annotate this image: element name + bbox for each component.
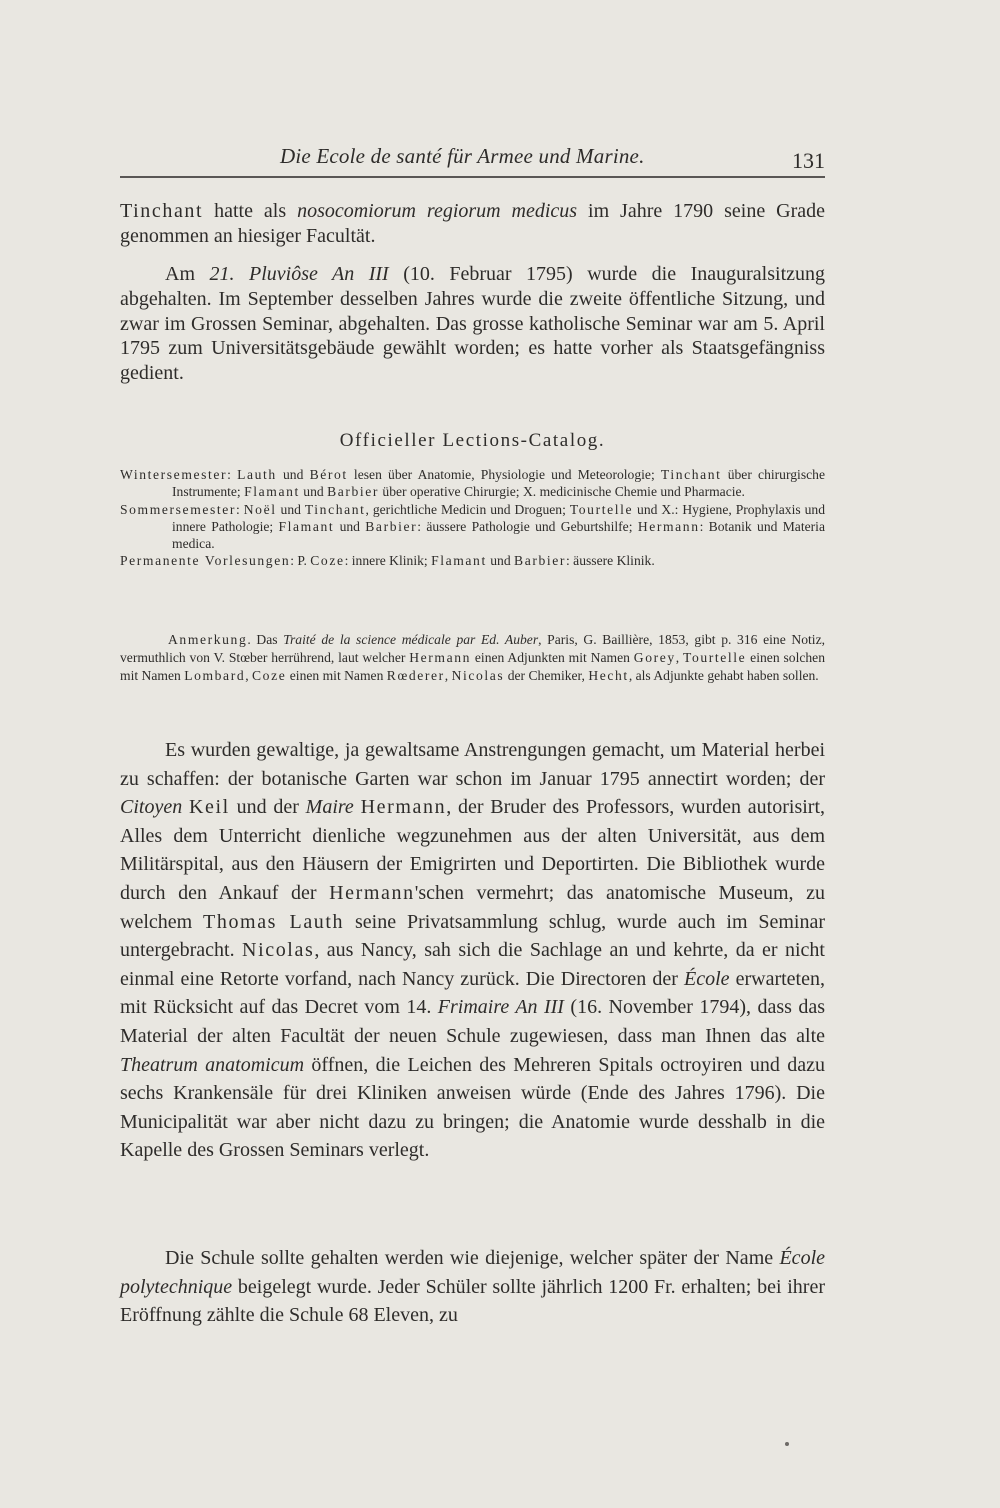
text-run: , als Adjunkte gehabt haben sollen. [628, 667, 819, 683]
text-run: hatte als [203, 200, 298, 222]
spaced-name: Lombard [184, 667, 246, 683]
text-run: und [486, 553, 515, 569]
spaced-name: Sommersemester [120, 501, 237, 517]
paragraph-1 [120, 199, 825, 249]
spaced-name: Nicolas [242, 939, 315, 962]
italic-text: Maire [305, 796, 354, 819]
italic-text: nosocomiorum regiorum medicus [297, 200, 578, 222]
spaced-name: Wintersemester [120, 467, 228, 482]
text-run: : [227, 467, 238, 482]
paragraph-2 [120, 262, 825, 386]
paragraph-3 [120, 736, 825, 1165]
italic-text: Frimaire An III [437, 996, 564, 1019]
spaced-name: Hermann [637, 518, 700, 534]
spaced-name: Bérot [309, 467, 348, 482]
text-run: und [299, 484, 328, 500]
text-run: beigelegt wurde. Jeder Schüler sollte jährlich 1200 Fr. erhalten; bei ihrer Eröffnung zählte die Schule 68 Eleven, zu [120, 1275, 825, 1327]
text-run: , Paris, G. Baillière, 1853, gibt p. 316 eine Notiz, vermuthlich von V. Stœber herrührend, laut welcher [120, 632, 825, 665]
spaced-name: Hermann [360, 796, 447, 819]
text-run: : [236, 501, 244, 517]
spaced-name: Flamant [278, 518, 335, 534]
spaced-name: Flamant [244, 484, 300, 500]
text-run: über operative Chirurgie; X. medicinische Chemie und Pharmacie. [379, 484, 745, 500]
footnote-anmerkung [120, 631, 825, 684]
spaced-name: Tinchant [304, 501, 366, 517]
italic-text: Citoyen [120, 796, 183, 819]
text-run: und [334, 518, 366, 534]
text-run: : äussere Klinik. [566, 553, 655, 569]
spaced-name: Keil [188, 796, 230, 819]
spaced-name: Tourtelle [683, 649, 747, 665]
text-run: , [675, 649, 684, 665]
text-run: 'schen vermehrt; das anatomische Museum, zu welchem [120, 881, 825, 933]
running-head-title: Die Ecole de santé für Armee und Marine. [280, 144, 645, 168]
spaced-name: Rœderer [386, 667, 445, 683]
text-run: : Botanik und Materia medica. [172, 518, 825, 552]
header-rule [120, 176, 825, 178]
text-run: Es wurden gewaltige, ja gewaltsame Anstrengungen gemacht, um Material herbei zu schaffen: der botanische Garten war schon im Januar 1795 annectirt worden; der [120, 739, 825, 790]
text-run: und [276, 501, 305, 517]
italic-text: École [683, 967, 730, 990]
text-run: im Jahre 1790 seine Grade genommen an hiesiger Facultät. [120, 200, 826, 247]
spaced-name: Flamant [431, 553, 487, 569]
catalog-entry-wintersemester [120, 466, 825, 501]
spaced-name: Permanente Vorlesungen [120, 553, 291, 569]
text-run: : P. [290, 553, 311, 569]
text-run: , [245, 667, 253, 683]
running-head [120, 140, 825, 176]
text-run: : äussere Pathologie und Geburtshilfe; [417, 518, 638, 534]
text-run: (10. Februar 1795) wurde die Inauguralsitzung abgehalten. Im September desselben Jahres wurde die zweite öffentliche Sitzung, und zwar im Grossen Seminar, abgehalten. Das grosse katholische Seminar war am 5. April 1795 zum Universitätsgebäude gewählt worden; es hatte vorher als Staatsgefängniss gedient. [120, 263, 826, 385]
page-number: 131 [792, 148, 825, 173]
italic-text: 21. Pluviôse An III [209, 263, 389, 285]
spaced-name: Thomas Lauth [203, 910, 345, 933]
text-run: einen solchen mit Namen [120, 649, 826, 683]
italic-text: École polytechnique [120, 1247, 825, 1298]
text-run: : innere Klinik; [344, 553, 432, 569]
ink-speck [785, 1442, 789, 1446]
spaced-name: Lauth [237, 467, 277, 482]
spaced-name: Gorey [633, 649, 676, 665]
text-run: über chirurgische Instrumente; [172, 467, 825, 500]
paragraph-4 [120, 1244, 825, 1330]
text-run: (16. November 1794), dass das Material der alten Facultät der neuen Schule zugewiesen, dass man Ihnen das alte [120, 996, 825, 1047]
text-run: erwarteten, mit Rücksicht auf das Decret vom 14. [120, 967, 825, 1019]
catalog-entry-sommersemester [120, 501, 825, 553]
spaced-name: Tinchant [660, 467, 722, 482]
spaced-name: Hermann [409, 649, 472, 665]
catalog-entry-permanente-vorlesungen [120, 552, 825, 569]
text-run: lesen über Anatomie, Physiologie und Meteorologie; [347, 467, 661, 482]
text-run: , [444, 667, 452, 683]
text-run: . Das [247, 632, 284, 647]
text-run: und [276, 467, 310, 482]
spaced-name: Nicolas [451, 667, 505, 683]
spaced-name: Tourtelle [569, 501, 634, 517]
spaced-name: Barbier [327, 484, 380, 500]
spaced-name: Tinchant [120, 200, 204, 222]
text-run: und X.: Hygiene, Prophylaxis und innere Pathologie; [172, 501, 825, 534]
spaced-name: Barbier [514, 553, 566, 569]
text-run [182, 796, 189, 818]
italic-text: Theatrum anatomicum [120, 1053, 305, 1076]
text-run: einen mit Namen [286, 667, 387, 683]
italic-text: Traité de la science médicale par Ed. Auber [283, 632, 539, 647]
spaced-name: Anmerkung [168, 632, 248, 647]
text-run: , der Bruder des Professors, wurden autorisirt, Alles dem Unterricht dienliche wegzunehmen aus der alten Universität, aus dem Militärspital, aus den Häusern der Emigrirten und Deportirten. Die Bibliothek wurde durch den Ankauf der [120, 796, 825, 904]
text-run: Am [165, 263, 210, 285]
spaced-name: Barbier [365, 518, 418, 534]
text-run: , aus Nancy, sah sich die Sachlage an und kehrte, da er nicht einmal eine Retorte vorfand, nach Nancy zurück. Die Directoren der [120, 939, 825, 990]
spaced-name: Coze [252, 667, 287, 683]
text-run: , gerichtliche Medicin und Droguen; [365, 501, 570, 517]
text-run: Die Schule sollte gehalten werden wie diejenige, welcher später der Name [165, 1247, 780, 1269]
spaced-name: Hermann [329, 881, 415, 904]
spaced-name: Hecht [588, 667, 629, 683]
catalog-list [120, 466, 825, 570]
text-run: der Chemiker, [504, 667, 589, 683]
text-run: und der [229, 796, 306, 819]
text-run: einen Adjunkten mit Namen [471, 649, 634, 665]
spaced-name: Coze [310, 553, 345, 569]
text-run: seine Privatsammlung schlug, wurde auch im Seminar untergebracht. [120, 910, 825, 962]
text-run [354, 796, 361, 818]
catalog-heading: Officieller Lections-Catalog. [339, 430, 606, 451]
text-run: öffnen, die Leichen des Mehreren Spitals octroyiren und dazu sechs Krankensäle für drei Kliniken anweisen würde (Ende des Jahres 1796). Die Municipalität war aber nicht dazu zu bringen; die Anatomie wurde desshalb in die Kapelle des Grossen Seminars verlegt. [120, 1053, 825, 1162]
spaced-name: Noël [243, 501, 277, 517]
